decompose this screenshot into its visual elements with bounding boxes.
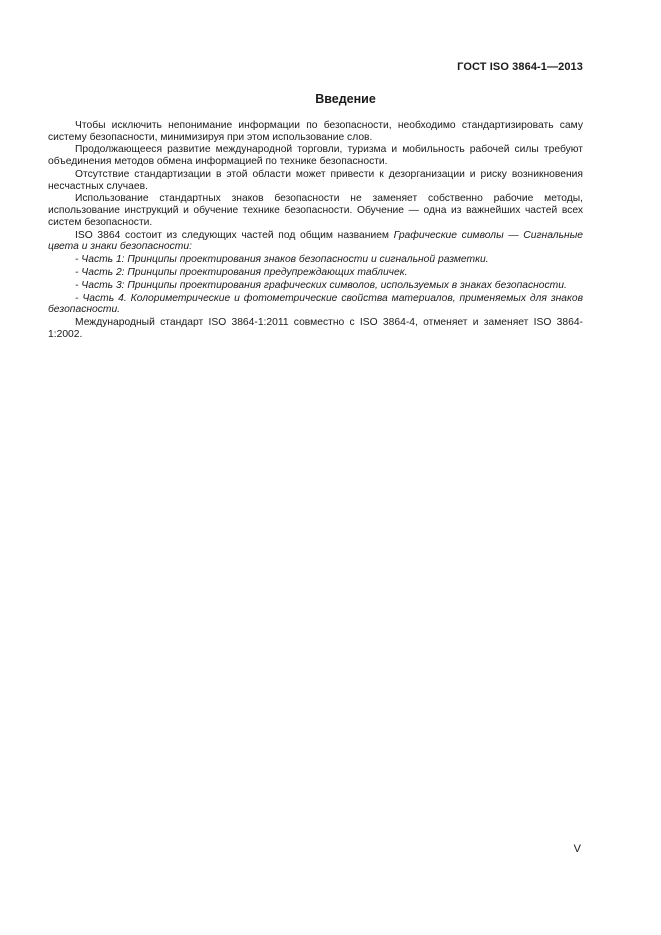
list-item-part-1: - Часть 1: Принципы проектирования знаков безопасности и сигнальной разметки. <box>75 254 489 266</box>
document-code: ГОСТ ISO 3864-1—2013 <box>457 61 583 73</box>
paragraph-1: Чтобы исключить непонимание информации по безопасности, необходимо стандартизировать саму систему безопасности, минимизируя при этом использование слов. <box>48 120 583 143</box>
section-title: Введение <box>315 92 376 106</box>
paragraph-5-intro: ISO 3864 состоит из следующих частей под общим названием <box>75 229 394 241</box>
list-item-part-4: - Часть 4. Колориметрические и фотометрические свойства материалов, применяемых для знаков безопасности. <box>48 292 583 316</box>
list-item-part-2: - Часть 2: Принципы проектирования предупреждающих табличек. <box>75 266 408 278</box>
page-number: V <box>573 843 581 855</box>
paragraph-2: Продолжающееся развитие международной торговли, туризма и мобильность рабочей силы требуют объединения методов обмена информацией по технике безопасности. <box>48 144 583 168</box>
introduction-body <box>48 120 583 342</box>
paragraph-5-series-title: Графические символы — Сигнальные цвета и знаки безопасности: <box>48 229 583 253</box>
paragraph-5 <box>48 230 583 253</box>
paragraph-3: Отсутствие стандартизации в этой области может привести к дезорганизации и риску возникновения несчастных случаев. <box>48 168 583 192</box>
list-item-part-3: - Часть 3: Принципы проектирования графических символов, используемых в знаках безопасности. <box>75 279 567 291</box>
paragraph-4: Использование стандартных знаков безопасности не заменяет собственно рабочие методы, использование инструкций и обучение технике безопасности. Обучение — одна из важнейших частей всех систем безопасности. <box>48 193 583 228</box>
paragraph-6: Международный стандарт ISO 3864-1:2011 совместно с ISO 3864-4, отменяет и заменяет ISO 3864-1:2002. <box>48 317 583 340</box>
